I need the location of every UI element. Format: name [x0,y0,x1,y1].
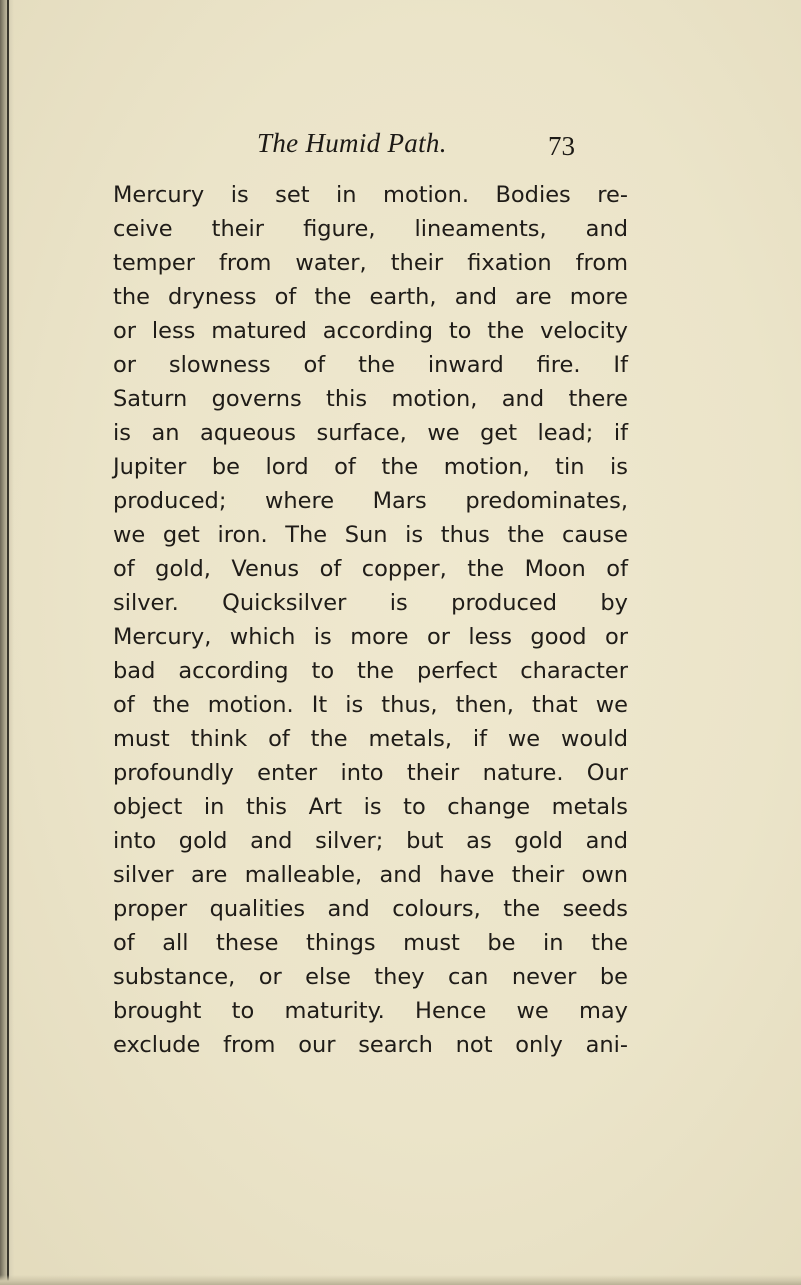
text-line: Mercury, which is more or less good or [113,624,628,650]
text-line: brought to maturity. Hence we may [113,998,628,1024]
page-bottom-edge [0,1275,801,1285]
page-header [0,128,801,168]
text-line: silver. Quicksilver is produced by [113,590,628,616]
text-line: ceive their figure, lineaments, and [113,216,628,242]
text-line: or slowness of the inward fire. If [113,352,628,378]
text-line: of all these things must be in the [113,930,628,956]
text-line: produced; where Mars predominates, [113,488,628,514]
text-line: profoundly enter into their nature. Our [113,760,628,786]
running-head: The Humid Path. [257,128,447,158]
page-number: 73 [548,131,575,161]
text-line: into gold and silver; but as gold and [113,828,628,854]
text-line: silver are malleable, and have their own [113,862,628,888]
text-line: proper qualities and colours, the seeds [113,896,628,922]
text-line: the dryness of the earth, and are more [113,284,628,310]
text-line: we get iron. The Sun is thus the cause [113,522,628,548]
text-line: of the motion. It is thus, then, that we [113,692,628,718]
binding-edge-line [7,0,9,1285]
text-line: must think of the metals, if we would [113,726,628,752]
text-line: Jupiter be lord of the motion, tin is [113,454,628,480]
text-line: bad according to the perfect character [113,658,628,684]
text-line: exclude from our search not only ani- [113,1032,628,1058]
text-line: Saturn governs this motion, and there [113,386,628,412]
text-line: object in this Art is to change metals [113,794,628,820]
text-line: Mercury is set in motion. Bodies re- [113,182,628,208]
text-line: temper from water, their fixation from [113,250,628,276]
text-line: of gold, Venus of copper, the Moon of [113,556,628,582]
text-line: substance, or else they can never be [113,964,628,990]
text-line: or less matured according to the velocity [113,318,628,344]
body-text [113,178,628,1062]
text-line: is an aqueous surface, we get lead; if [113,420,628,446]
